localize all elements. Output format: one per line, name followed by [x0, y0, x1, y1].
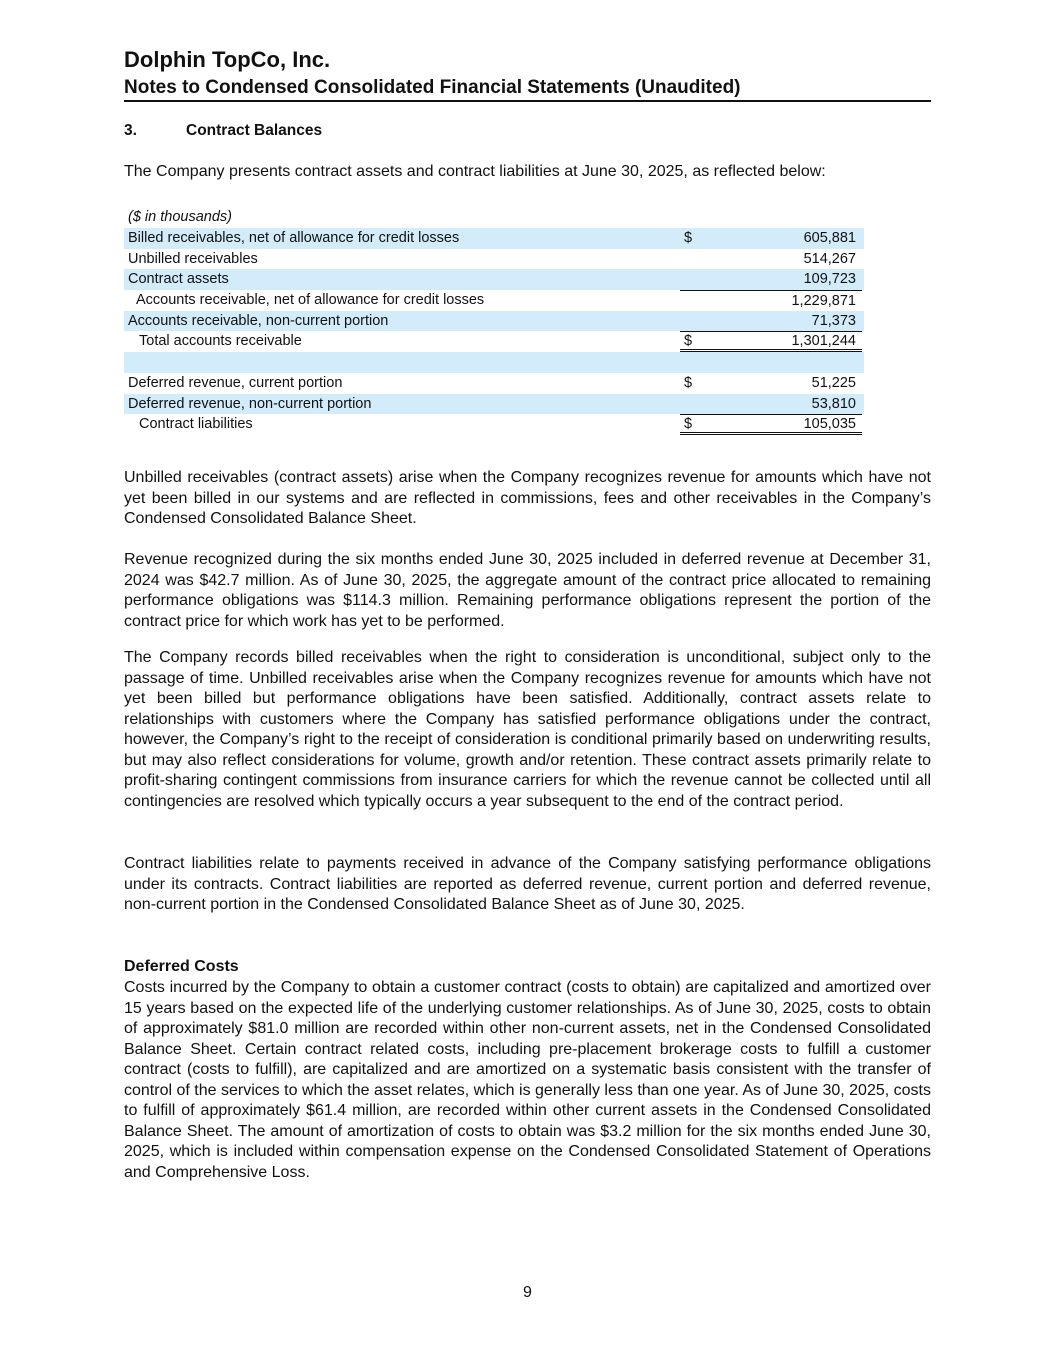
row-label: Deferred revenue, non-current portion: [128, 395, 372, 412]
paragraph-deferred-costs: Costs incurred by the Company to obtain a customer contract (costs to obtain) are capitalized and amortized over 15 years based on the expected life of the underlying customer relationships. As of June 30, 2025, costs to obtain of approximately $81.0 million are recorded within other non-current assets, net in the Condensed Consolidated Balance Sheet. Certain contract related costs, including pre-placement brokerage costs to fulfill a customer contract (costs to fulfill), are capitalized and are amortized on a systematic basis consistent with the transfer of control of the services to which the asset relates, which is generally less than one year. As of June 30, 2025, costs to fulfill of approximately $61.4 million, are recorded within other current assets in the Condensed Consolidated Balance Sheet. The amount of amortization of costs to obtain was $3.2 million for the six months ended June 30, 2025, which is included within compensation expense on the Condensed Consolidated Statement of Operations and Comprehensive Loss.: [124, 979, 931, 1181]
table-row: [124, 373, 864, 394]
table-row: [124, 311, 864, 332]
table-row: [124, 249, 864, 270]
row-label: Billed receivables, net of allowance for credit losses: [128, 230, 460, 246]
row-amount: 53,810: [811, 395, 856, 412]
row-amount: 1,301,244: [791, 333, 856, 350]
table-row-subtotal: [124, 290, 864, 311]
paragraph-unbilled-receivables: Unbilled receivables (contract assets) arise when the Company recognizes revenue for amounts which have not yet been billed in our systems and are reflected in commissions, fees and other receivables in the Company’s Condensed Consolidated Balance Sheet.: [124, 469, 931, 527]
row-label: Contract assets: [128, 271, 229, 288]
row-amount: 71,373: [811, 312, 856, 329]
paragraph-billed-receivables: The Company records billed receivables when the right to consideration is unconditional, subject only to the passage of time. Unbilled receivables arise when the Company recognizes revenue for amounts which have not yet been billed but performance obligations have been satisfied. Additionally, contract assets relate to relationships with customers where the Company has satisfied performance obligations under the contract, however, the Company’s right to the receipt of consideration is conditional primarily based on underwriting results, but may also reflect considerations for volume, growth and/or retention. These contract assets primarily relate to profit-sharing contingent commissions from insurance carriers for which the revenue cannot be collected until all contingencies are resolved which typically occurs a year subsequent to the end of the contract period.: [124, 649, 931, 810]
page-number: 9: [523, 1284, 532, 1301]
table-row: [124, 228, 864, 249]
contract-balances-table: [124, 207, 864, 435]
row-amount: 51,225: [811, 374, 856, 391]
table-row-total: [124, 331, 864, 352]
table-row: [124, 394, 864, 415]
company-name: Dolphin TopCo, Inc.: [124, 47, 331, 72]
row-amount: 1,229,871: [791, 293, 856, 310]
section-heading: [124, 122, 322, 140]
section-number: 3.: [124, 122, 137, 139]
page-subtitle: Notes to Condensed Consolidated Financial Statements (Unaudited): [124, 77, 931, 102]
row-label: Accounts receivable, net of allowance for credit losses: [136, 292, 485, 309]
row-label: Contract liabilities: [139, 416, 253, 433]
dollar-sign: $: [684, 416, 693, 433]
deferred-costs-heading: Deferred Costs: [124, 958, 239, 975]
row-label: Total accounts receivable: [139, 333, 302, 350]
paragraph-revenue-recognized: Revenue recognized during the six months ended June 30, 2025 included in deferred revenue at December 31, 2024 was $42.7 million. As of June 30, 2025, the aggregate amount of the contract price allocated to remaining performance obligations was $114.3 million. Remaining performance obligations represent the portion of the contract price for which work has yet to be performed.: [124, 551, 931, 630]
row-amount: 105,035: [803, 416, 856, 433]
dollar-sign: $: [684, 230, 693, 246]
section-title: Contract Balances: [186, 122, 323, 139]
dollar-sign: $: [684, 374, 693, 391]
table-row: [124, 269, 864, 290]
row-label: Accounts receivable, non-current portion: [128, 312, 389, 329]
table-row-total: [124, 414, 864, 435]
table-units: ($ in thousands): [128, 209, 232, 225]
row-amount: 514,267: [803, 250, 856, 267]
row-label: Unbilled receivables: [128, 250, 258, 267]
row-amount: 605,881: [803, 230, 856, 246]
row-amount: 109,723: [803, 271, 856, 288]
section-intro: The Company presents contract assets and contract liabilities at June 30, 2025, as reflected below:: [124, 163, 826, 180]
dollar-sign: $: [684, 333, 693, 350]
paragraph-contract-liabilities: Contract liabilities relate to payments received in advance of the Company satisfying performance obligations under its contracts. Contract liabilities are reported as deferred revenue, current portion and deferred revenue, non-current portion in the Condensed Consolidated Balance Sheet as of June 30, 2025.: [124, 855, 931, 913]
row-label: Deferred revenue, current portion: [128, 374, 343, 391]
table-row-spacer: [124, 352, 864, 373]
